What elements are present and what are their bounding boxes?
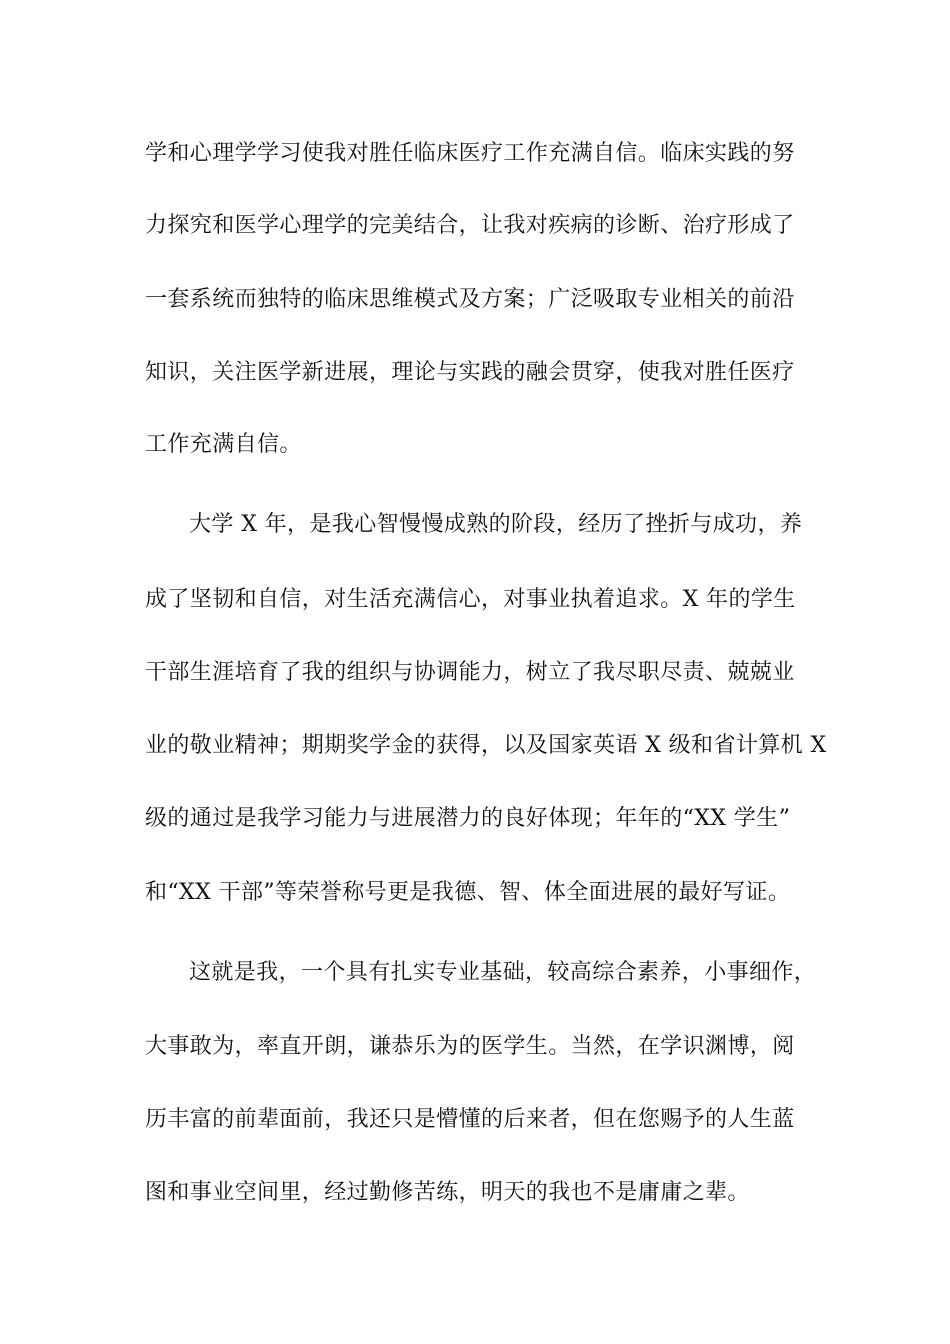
paragraph-line: 业的敬业精神；期期奖学金的获得，以及国家英语 X 级和省计算机 X (145, 733, 827, 758)
paragraph-line: 知识，关注医学新进展，理论与实践的融会贯穿，使我对胜任医疗 (145, 360, 795, 385)
paragraph-line: 图和事业空间里，经过勤修苦练，明天的我也不是庸庸之辈。 (145, 1180, 750, 1205)
paragraph-line: 大学 X 年，是我心智慢慢成熟的阶段，经历了挫折与成功，养 (189, 512, 803, 537)
paragraph-line: 一套系统而独特的临床思维模式及方案；广泛吸取专业相关的前沿 (145, 287, 795, 312)
paragraph-line: 大事敢为，率直开朗，谦恭乐为的医学生。当然，在学识渊博，阅 (145, 1034, 795, 1059)
paragraph-line: 力探究和医学心理学的完美结合，让我对疾病的诊断、治疗形成了 (145, 213, 795, 238)
paragraph-line: 干部生涯培育了我的组织与协调能力，树立了我尽职尽责、兢兢业 (145, 660, 795, 685)
paragraph-line: 和“XX 干部”等荣誉称号更是我德、智、体全面进展的最好写证。 (145, 880, 791, 905)
paragraph-line: 级的通过是我学习能力与进展潜力的良好体现；年年的“XX 学生” (145, 806, 791, 831)
paragraph-line: 成了坚韧和自信，对生活充满信心，对事业执着追求。X 年的学生 (145, 587, 796, 612)
paragraph-line: 工作充满自信。 (145, 432, 302, 457)
paragraph-line: 学和心理学学习使我对胜任临床医疗工作充满自信。临床实践的努 (145, 141, 795, 166)
paragraph-line: 这就是我，一个具有扎实专业基础，较高综合素养，小事细作， (189, 960, 817, 985)
paragraph-line: 历丰富的前辈面前，我还只是懵懂的后来者，但在您赐予的人生蓝 (145, 1107, 795, 1132)
